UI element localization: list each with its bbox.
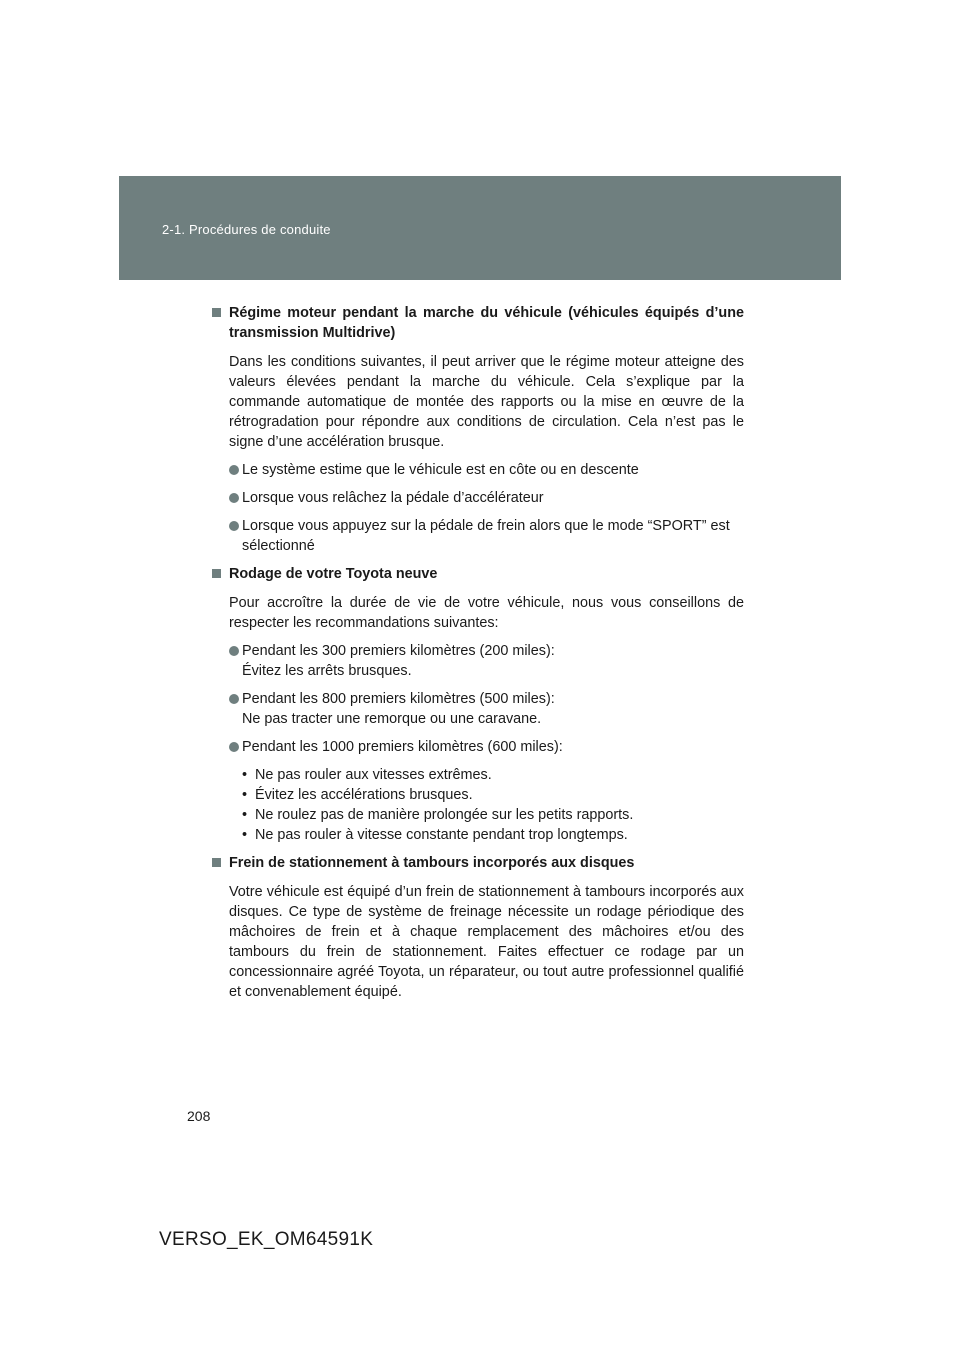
circle-bullet-icon: [229, 742, 239, 752]
sub-list: [242, 765, 744, 845]
sub-list-item: • Ne roulez pas de manière prolongée sur les petits rapports.: [242, 807, 634, 823]
sub-list-item: • Ne pas rouler à vitesse constante pendant trop longtemps.: [242, 827, 628, 843]
page-content: [212, 303, 744, 1010]
list-item-text: Lorsque vous appuyez sur la pédale de frein alors que le mode “SPORT” est sélectionné: [242, 518, 730, 554]
section-paragraph: Votre véhicule est équipé d’un frein de stationnement à tambours incorporés aux disques. Ce type de système de freinage nécessite un rodage périodique des mâchoires de frein et à chaque remplacement des mâchoires et/ou des tambours du frein de stationnement. Faites effectuer ce rodage par un concessionnaire agréé Toyota, un réparateur, ou tout autre professionnel qualifié et convenablement équipé.: [229, 884, 744, 1000]
list-item-text: Le système estime que le véhicule est en côte ou en descente: [242, 462, 639, 478]
section-heading-text: Régime moteur pendant la marche du véhicule (véhicules équipés d’une transmission Multidrive): [229, 305, 744, 341]
square-bullet-icon: [212, 308, 221, 317]
section-header-band: [119, 176, 841, 280]
list-item: [229, 460, 744, 480]
list-item-text: Pendant les 800 premiers kilomètres (500 miles):: [242, 691, 555, 707]
circle-bullet-icon: [229, 694, 239, 704]
section-heading-parking-brake: [212, 853, 744, 873]
square-bullet-icon: [212, 569, 221, 578]
list-item: [229, 516, 744, 556]
section-heading-text: Frein de stationnement à tambours incorporés aux disques: [229, 855, 635, 871]
list-item: [229, 488, 744, 508]
list-item: [229, 689, 744, 729]
circle-bullet-icon: [229, 521, 239, 531]
section-paragraph: Dans les conditions suivantes, il peut arriver que le régime moteur atteigne des valeurs élevées pendant la marche du véhicule. Cela s’explique par la commande automatique de montée des rapports ou la mise en œuvre de la rétrogradation pour répondre aux conditions de circulation. Cela n’est pas le signe d’une accélération brusque.: [229, 354, 744, 450]
sub-list-item: • Évitez les accélérations brusques.: [242, 787, 473, 803]
list-item-subtext: Ne pas tracter une remorque ou une caravane.: [242, 711, 542, 727]
square-bullet-icon: [212, 858, 221, 867]
section-heading-break-in: [212, 564, 744, 584]
list-item-text: Pendant les 1000 premiers kilomètres (600 miles):: [242, 739, 563, 755]
section-header-title: 2-1. Procédures de conduite: [162, 222, 331, 237]
list-item: [229, 641, 744, 681]
circle-bullet-icon: [229, 465, 239, 475]
section-heading-engine-speed: [212, 303, 744, 343]
page-number: 208: [187, 1108, 211, 1124]
sub-list-item: • Ne pas rouler aux vitesses extrêmes.: [242, 767, 492, 783]
list-item-text: Lorsque vous relâchez la pédale d’accélérateur: [242, 490, 544, 506]
document-code: VERSO_EK_OM64591K: [159, 1229, 374, 1250]
circle-bullet-icon: [229, 646, 239, 656]
section-heading-text: Rodage de votre Toyota neuve: [229, 566, 438, 582]
list-item-text: Pendant les 300 premiers kilomètres (200 miles):: [242, 643, 555, 659]
section-paragraph: Pour accroître la durée de vie de votre véhicule, nous vous conseillons de respecter les recommandations suivantes:: [229, 595, 744, 631]
list-item: [229, 737, 744, 757]
list-item-subtext: Évitez les arrêts brusques.: [242, 663, 412, 679]
circle-bullet-icon: [229, 493, 239, 503]
